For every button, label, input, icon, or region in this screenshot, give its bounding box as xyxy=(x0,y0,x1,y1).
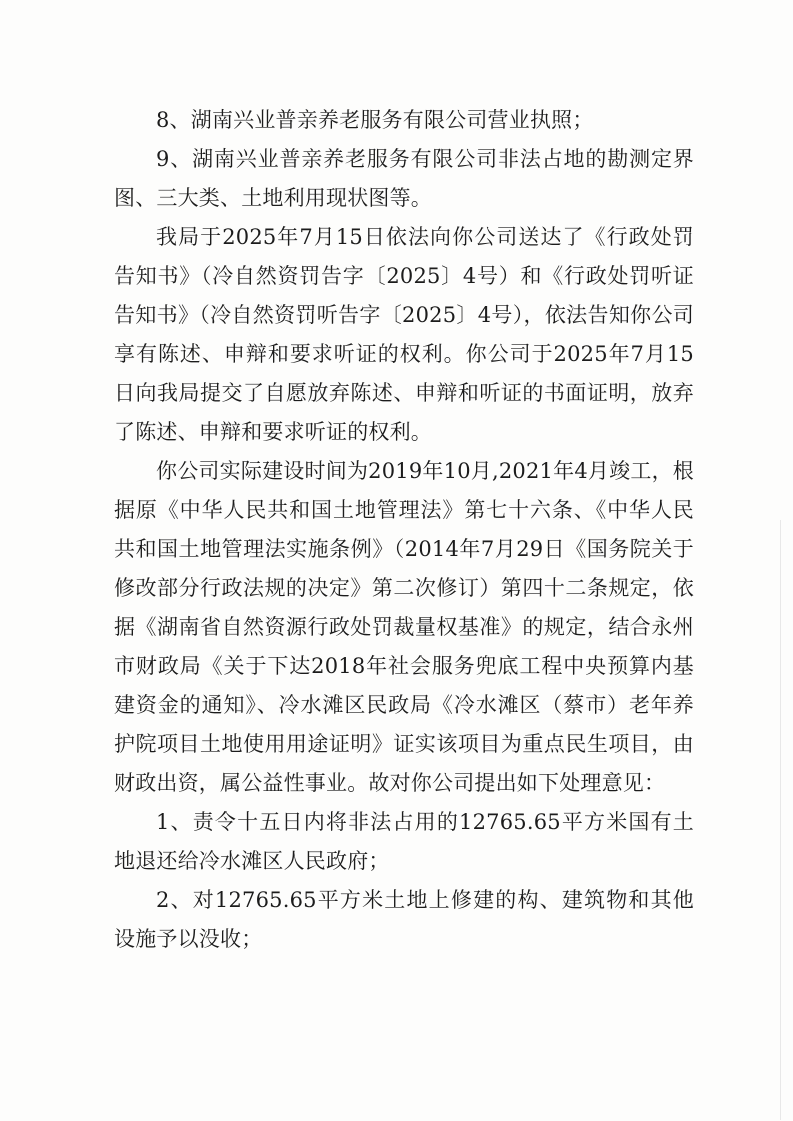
list-item: 9、湖南兴业普亲养老服务有限公司非法占地的勘测定界图、三大类、土地利用现状图等。 xyxy=(114,147,694,210)
document-body xyxy=(114,101,694,959)
body-paragraph: 你公司实际建设时间为2019年10月,2021年4月竣工，根据原《中华人民共和国土地管理法》第七十六条、《中华人民共和国土地管理法实施条例》（2014年7月29日《国务院关于修改部分行政法规的决定》第二次修订）第四十二条规定，依据《湖南省自然资源行政处罚裁量权基准》的规定，结合永州市财政局《关于下达2018年社会服务兜底工程中央预算内基建资金的通知》、冷水滩区民政局《冷水滩区（蔡市）老年养护院项目土地使用用途证明》证实该项目为重点民生项目，由财政出资，属公益性事业。故对你公司提出如下处理意见： xyxy=(114,459,694,795)
list-item: 8、湖南兴业普亲养老服务有限公司营业执照； xyxy=(156,108,594,132)
page-edge-shadow xyxy=(780,520,781,1120)
body-paragraph: 我局于2025年7月15日依法向你公司送达了《行政处罚告知书》（冷自然资罚告字〔2025〕4号）和《行政处罚听证告知书》（冷自然资罚听告字〔2025〕4号），依法告知你公司享有陈述、申辩和要求听证的权利。你公司于2025年7月15日向我局提交了自愿放弃陈述、申辩和听证的书面证明，放弃了陈述、申辩和要求听证的权利。 xyxy=(114,225,694,444)
list-item: 1、责令十五日内将非法占用的12765.65平方米国有土地退还给冷水滩区人民政府； xyxy=(114,810,694,873)
list-item: 2、对12765.65平方米土地上修建的构、建筑物和其他设施予以没收； xyxy=(114,888,694,951)
